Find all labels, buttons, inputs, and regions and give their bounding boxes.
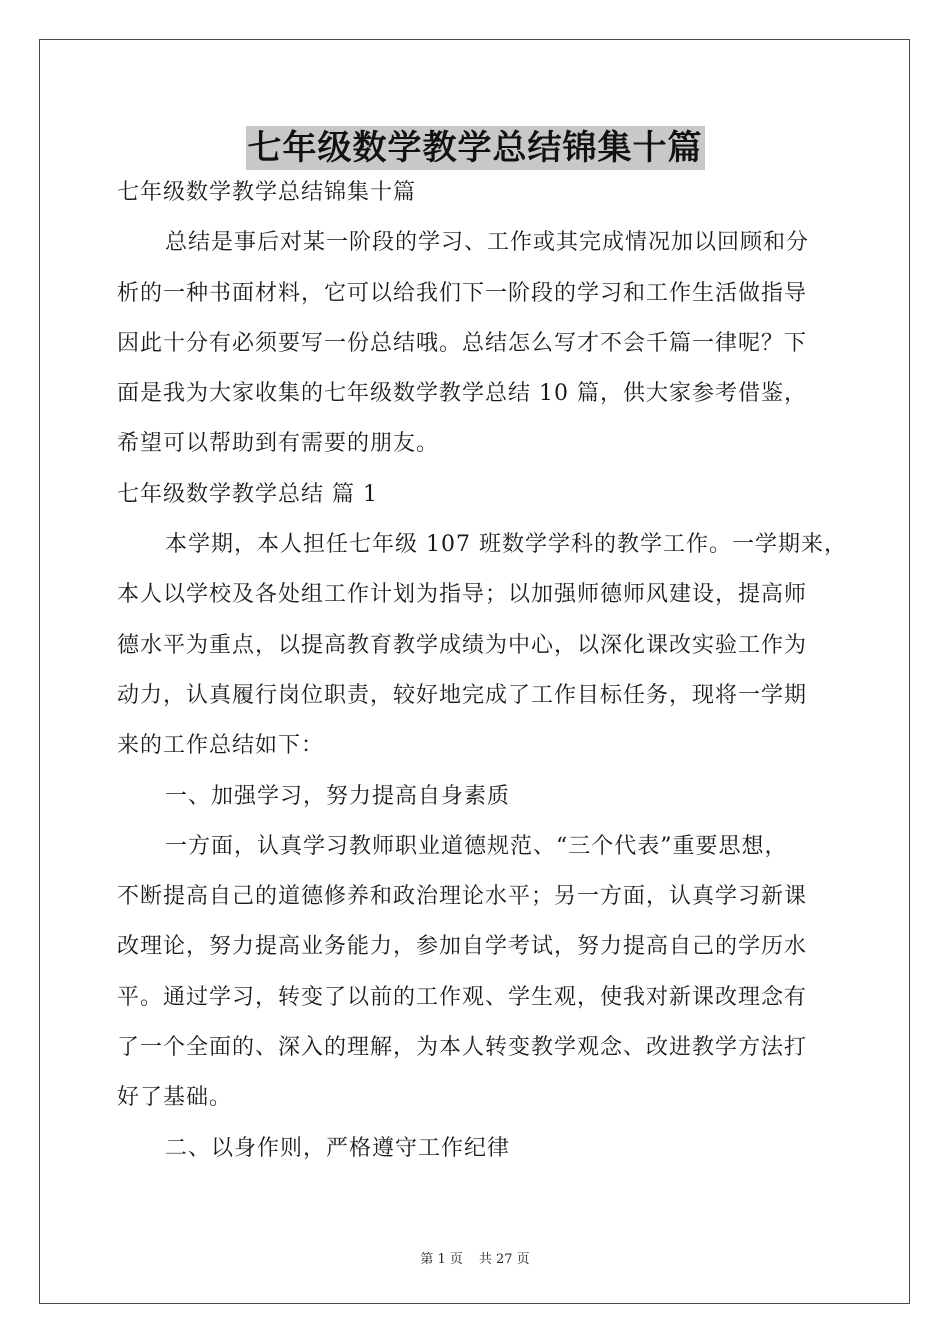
section-heading: 七年级数学教学总结 篇 1 [117, 481, 378, 507]
text-line: 一方面，认真学习教师职业道德规范、“三个代表”重要思想， [165, 833, 788, 859]
document-title [0, 126, 950, 170]
document-title-text: 七年级数学教学总结锦集十篇 [247, 128, 703, 168]
page-footer [0, 1248, 950, 1267]
page-total: 共 27 页 [478, 1252, 530, 1267]
text-line: 本学期，本人担任七年级 107 班数学学科的教学工作。一学期来， [165, 532, 847, 558]
text-line: 了一个全面的、深入的理解，为本人转变教学观念、改进教学方法打 [117, 1035, 808, 1061]
text-line: 好了基础。 [117, 1085, 233, 1111]
text-line: 平。通过学习，转变了以前的工作观、学生观，使我对新课改理念有 [117, 984, 808, 1010]
text-line: 德水平为重点，以提高教育教学成绩为中心，以深化课改实验工作为 [117, 632, 808, 658]
text-line: 析的一种书面材料，它可以给我们下一阶段的学习和工作生活做指导 [117, 280, 808, 306]
text-line: 因此十分有必须要写一份总结哦。总结怎么写才不会千篇一律呢？下 [117, 330, 808, 356]
subsection-heading: 一、加强学习，努力提高自身素质 [165, 783, 511, 809]
subsection-heading: 二、以身作则，严格遵守工作纪律 [165, 1135, 511, 1161]
text-line: 希望可以帮助到有需要的朋友。 [117, 431, 440, 457]
text-line: 不断提高自己的道德修养和政治理论水平；另一方面，认真学习新课 [117, 884, 808, 910]
text-line: 本人以学校及各处组工作计划为指导；以加强师德师风建设，提高师 [117, 582, 808, 608]
text-line: 总结是事后对某一阶段的学习、工作或其完成情况加以回顾和分 [165, 230, 810, 256]
text-line: 来的工作总结如下： [117, 733, 325, 759]
text-line: 改理论，努力提高业务能力，参加自学考试，努力提高自己的学历水 [117, 934, 808, 960]
text-line: 面是我为大家收集的七年级数学教学总结 10 篇，供大家参考借鉴， [117, 381, 807, 407]
page-number: 第 1 页 [420, 1252, 463, 1267]
text-line: 动力，认真履行岗位职责，较好地完成了工作目标任务，现将一学期 [117, 682, 808, 708]
document-body [117, 178, 847, 1184]
text-line: 七年级数学教学总结锦集十篇 [117, 180, 417, 205]
